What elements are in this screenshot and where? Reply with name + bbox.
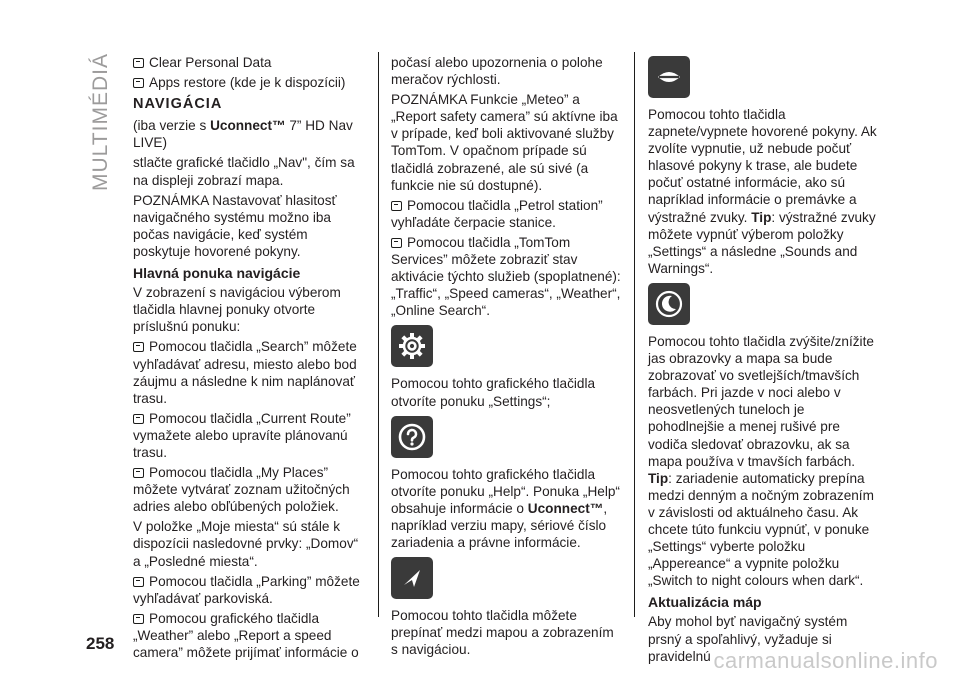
paragraph-map-update: Aby mohol byť navigačný systém prsný a spoľahlivý, vyžaduje si pravidelnú — [648, 614, 848, 664]
column-divider-2 — [634, 52, 635, 617]
heading-map-update: Aktualizácia máp — [648, 594, 762, 611]
mute-lips-icon — [648, 56, 690, 98]
bullet-apps-restore: Apps restore (kde je k dispozícii) — [133, 74, 365, 91]
paragraph-version-note: (iba verzie s Uconnect™ 7” HD Nav LIVE) — [133, 118, 353, 151]
column-2 — [391, 54, 623, 661]
bullet-current-route: Pomocou tlačidla „Current Route” vymažete alebo upravíte plánovanú trasu. — [133, 410, 351, 460]
paragraph-menu-intro: V zobrazení s navigáciou výberom tlačidla hlavnej ponuky otvorte príslušnú ponuku: — [133, 285, 341, 335]
bullet-parking: Pomocou tlačidla „Parking” môžete vyhľadávať parkoviská. — [133, 573, 360, 606]
paragraph-help: Pomocou tohto grafického tlačidla otvoríte ponuku „Help“. Ponuka „Help“ obsahuje informácie o Uconnect™, napríklad verziu mapy, sériové číslo zariadenia a právne informácie. — [391, 466, 620, 550]
bullet-icon — [133, 342, 144, 352]
bullet-search: Pomocou tlačidla „Search” môžete vyhľadávať adresu, miesto alebo bod záujmu a následne k nim naplánovať trasu. — [133, 339, 357, 406]
bullet-icon — [133, 577, 144, 587]
heading-navigation: NAVIGÁCIA — [133, 96, 223, 113]
paragraph-nav-press: stlačte grafické tlačidlo „Nav", čím sa na displeji zobrazí mapa. — [133, 155, 355, 188]
section-side-title — [86, 52, 116, 192]
paragraph-meteo-note: POZNÁMKA Funkcie „Meteo” a „Report safety camera” sú aktívne iba v prípade, keď boli aktivované služby TomTom. V opačnom prípade sú tlačidlá zobrazené, ale sú sivé (a funkcie nie sú dostupné). — [391, 92, 618, 193]
bullet-my-places: Pomocou tlačidla „My Places” môžete vytvárať zoznam užitočných adries alebo obľúbených položiek. — [133, 465, 350, 515]
paragraph-map-switch: Pomocou tohto tlačidla môžete prepínať medzi mapou a zobrazením s navigáciou. — [391, 608, 614, 658]
paragraph-voice-toggle: Pomocou tohto tlačidla zapnete/vypnete hovorené pokyny. Ak zvolíte vypnutie, už nebude počuť hlasové pokyny k trase, ale budete počuť ostatné informácie, ako sú napríklad informácie o premávke a výstražné zvuky. Tip: výstražné zvuky môžete vypnúť výberom položky „Settings“ a následne „Sounds and Warnings“. — [648, 107, 877, 276]
bullet-icon — [391, 238, 402, 248]
page-number: 258 — [86, 634, 115, 653]
bullet-tomtom-services: Pomocou tlačidla „TomTom Services” môžete zobraziť stav aktivácie týchto služieb (spoplatnené): „Traffic“, „Speed cameras“, „Weather“, „Online Search“. — [391, 234, 621, 319]
column-1 — [133, 54, 365, 664]
bullet-icon — [133, 414, 144, 424]
bullet-icon — [133, 614, 144, 624]
bullet-icon — [391, 201, 402, 211]
bullet-icon — [133, 468, 144, 478]
column-3 — [648, 54, 880, 668]
paragraph-my-places-items: V položke „Moje miesta“ sú stále k dispozícii nasledovné prvky: „Domov“ a „Posledné miesta“. — [133, 519, 359, 569]
watermark-text: carmanualsonline.info — [713, 648, 938, 673]
heading-main-menu: Hlavná ponuka navigácie — [133, 265, 301, 282]
settings-gear-icon — [391, 325, 433, 367]
paragraph-settings: Pomocou tohto grafického tlačidla otvoríte ponuku „Settings“; — [391, 376, 596, 409]
help-question-icon — [391, 416, 433, 458]
paragraph-brightness: Pomocou tohto tlačidla zvýšite/znížite jas obrazovky a mapa sa bude zobrazovať vo svetlejších/tmavších farbách. Pri jazde v noci alebo v neosvetlených tuneloch je pohodlnejšie a menej rušivé pre vodiča sledovať obrazovku, ak sa mapa používa v tmavších farbách. Tip: zariadenie automaticky prepína medzi denným a nočným zobrazením v závislosti od aktuálneho času. Ak chcete túto funkciu vypnúť, v ponuke „Settings“ vyberte položku „Appereance“ a vypnite položku „Switch to night colours when dark“. — [648, 333, 874, 589]
column-divider-1 — [378, 52, 379, 617]
bullet-icon — [133, 58, 144, 68]
navigation-arrow-icon — [391, 557, 433, 599]
bullet-petrol-station: Pomocou tlačidla „Petrol station” vyhľadáte čerpacie stanice. — [391, 197, 603, 230]
paragraph-weather-continued: počasí alebo upozornenia o polohe meračov rýchlosti. — [391, 55, 603, 88]
bullet-weather: Pomocou grafického tlačidla „Weather” alebo „Report a speed camera” môžete prijímať informácie o — [133, 610, 359, 660]
bullet-clear-data: Clear Personal Data — [133, 54, 365, 71]
night-mode-moon-icon — [648, 283, 690, 325]
bullet-icon — [133, 78, 144, 88]
paragraph-volume-note: POZNÁMKA Nastavovať hlasitosť navigačného systému možno iba počas navigácie, keď systém poskytuje hovorené pokyny. — [133, 192, 337, 259]
section-side-title-text: MULTIMÉDIÁ — [89, 53, 113, 191]
